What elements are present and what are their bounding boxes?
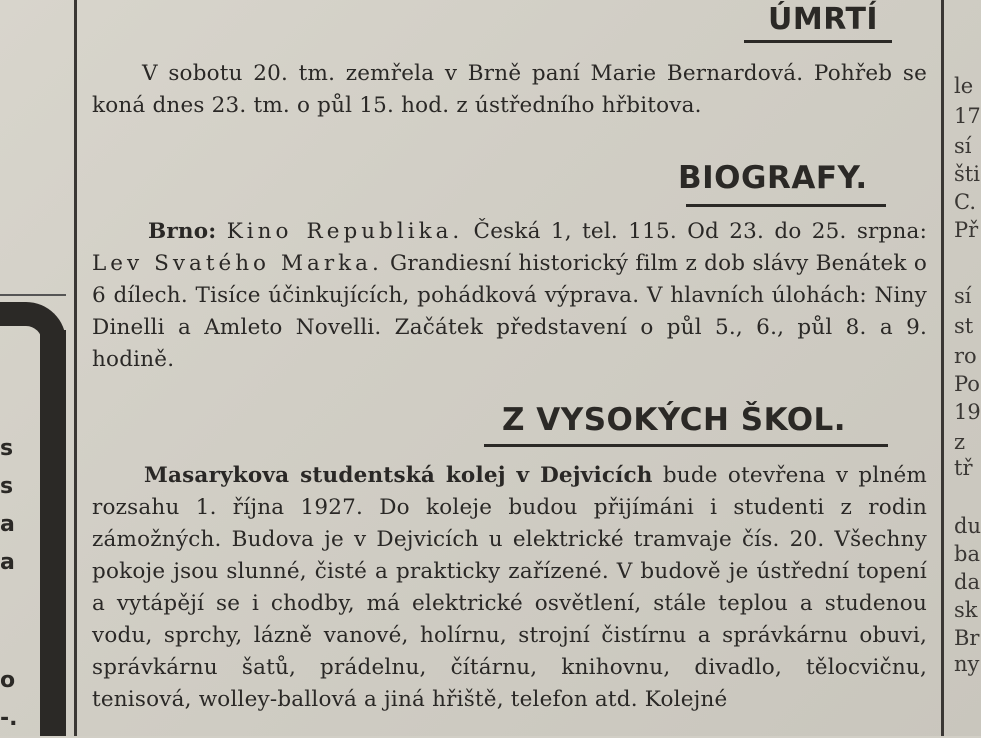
right-fragment: st — [954, 314, 974, 338]
right-fragment: šti — [954, 162, 980, 186]
section-heading-universities: Z VYSOKÝCH ŠKOL. — [502, 402, 847, 438]
heading-underline — [484, 444, 888, 447]
column-rule-left — [74, 0, 77, 736]
obituary-text: V sobotu 20. tm. zemřela v Brně paní Marie Bernardová. Pohřeb se koná dnes 23. tm. o půl 15. hod. z ústředního hřbitova. — [92, 61, 927, 118]
right-fragment: sí — [954, 134, 972, 158]
left-fragment: o — [0, 668, 16, 693]
right-fragment: Po — [954, 372, 980, 396]
right-fragment: da — [954, 570, 980, 594]
left-frame-bar — [40, 330, 66, 736]
film-title: Lev Svatého Marka. — [92, 251, 383, 276]
university-paragraph — [92, 460, 927, 716]
right-fragment: ny — [954, 652, 980, 676]
heading-underline — [686, 204, 886, 207]
left-adjacent-column — [0, 0, 72, 736]
right-fragment: tř — [954, 456, 973, 480]
left-margin-text — [0, 430, 20, 738]
college-name: Masarykova studentská kolej v Dejvicích — [144, 463, 653, 488]
right-fragment: ba — [954, 542, 980, 566]
right-adjacent-column — [948, 0, 981, 736]
left-fragment: a — [0, 550, 15, 575]
university-text: bude otevřena v plném rozsahu 1. října 1927. Do koleje budou přijímáni i studenti z rodin zámožných. Budova je v Dejvicích u elektrické tramvaje čís. 20. Všechny pokoje jsou slunné, čisté a prakticky zařízené. V budově je ústřední topení a vytápějí se i chodby, má elektrické osvětlení, stále teplou a studenou vodu, sprchy, lázně vanové, holírnu, strojní čistírnu a správkárnu obuvi, správkárnu šatů, prádelnu, čítárnu, knihovnu, divadlo, tělocvičnu, tenisová, wolley-ballová a jiná hřiště, telefon atd. Kolejné — [92, 463, 927, 712]
right-fragment: Př — [954, 218, 979, 242]
right-fragment: C. — [954, 190, 976, 214]
left-column-divider — [0, 294, 66, 296]
left-fragment: -. — [0, 706, 18, 731]
right-fragment: sk — [954, 598, 978, 622]
cinema-city: Brno: — [148, 219, 217, 244]
right-fragment: z — [954, 430, 966, 454]
left-fragment: s — [0, 474, 14, 499]
cinema-paragraph — [92, 216, 927, 376]
right-fragment: Br — [954, 626, 980, 650]
section-heading-cinemas: BIOGRAFY. — [678, 160, 868, 196]
film-description: Grandiesní historický film z dob slávy Benátek o 6 dílech. Tisíce účinkujících, pohádková výprava. V hlavních úlohách: Niny Dinelli a Amleto Novelli. Začátek představení o půl 5., 6., půl 8. a 9. hodině. — [92, 251, 927, 372]
obituary-paragraph — [92, 58, 927, 122]
column-rule-right — [941, 0, 944, 736]
right-fragment: 17 — [954, 104, 981, 128]
section-heading-obituary: ÚMRTÍ — [768, 2, 879, 37]
right-fragment: sí — [954, 284, 972, 308]
left-fragment: s — [0, 436, 14, 461]
heading-underline — [744, 40, 892, 43]
cinema-details: Česká 1, tel. 115. Od 23. do 25. srpna: — [463, 219, 928, 244]
left-fragment: a — [0, 512, 15, 537]
right-fragment: du — [954, 514, 981, 538]
right-fragment: ro — [954, 344, 977, 368]
right-fragment: 19 — [954, 400, 981, 424]
cinema-name: Kino Republika. — [226, 219, 464, 244]
right-fragment: le — [954, 74, 974, 98]
